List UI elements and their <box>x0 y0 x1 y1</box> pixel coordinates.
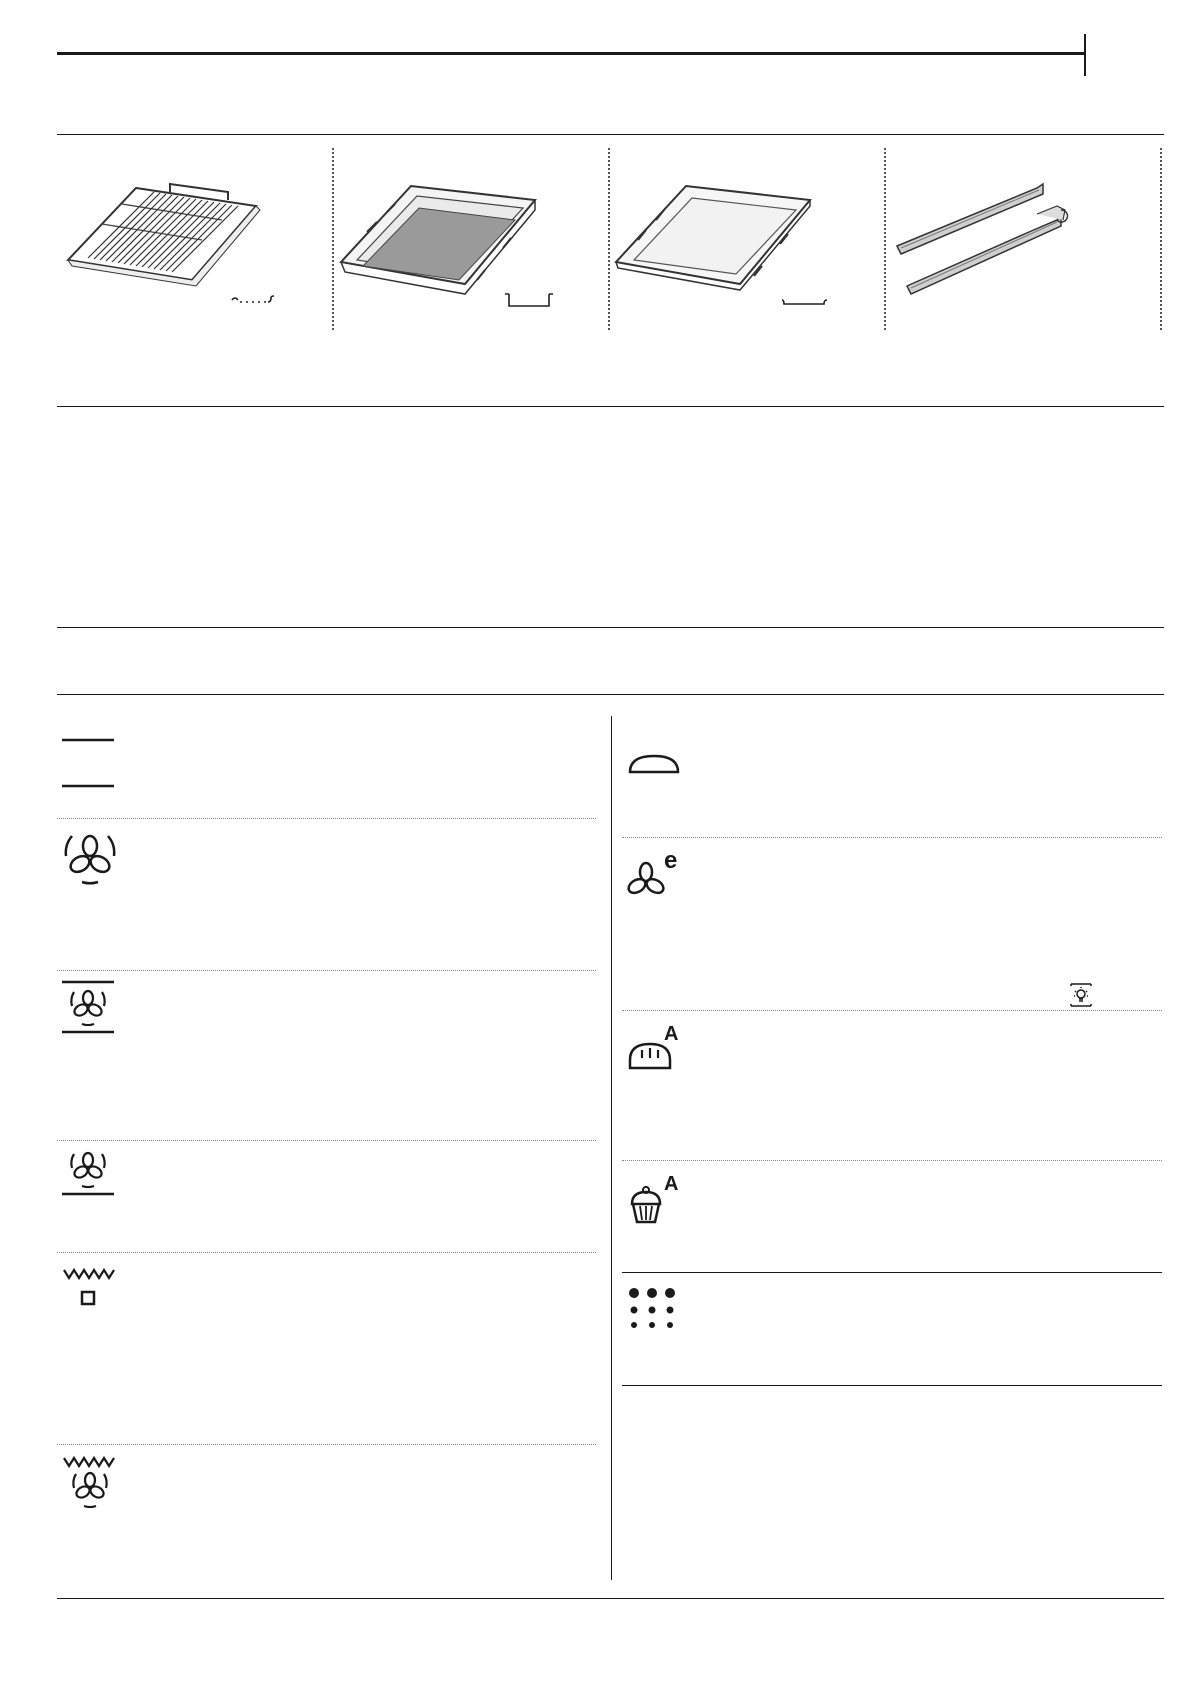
row-separator <box>57 970 596 971</box>
deep-tray-illustration <box>337 148 609 330</box>
fan-top-bottom-icon <box>60 980 116 1036</box>
row-separator <box>57 1252 596 1253</box>
wire-shelf-illustration <box>62 148 334 330</box>
grill-fan-icon <box>62 1454 118 1514</box>
fan-bottom-icon <box>60 1150 116 1206</box>
footer-rule <box>57 1598 1164 1599</box>
row-separator <box>57 818 596 819</box>
row-separator <box>622 1385 1162 1386</box>
section-rule-1 <box>57 406 1164 407</box>
dots-grid-icon <box>626 1286 678 1330</box>
lamp-icon <box>1068 982 1094 1008</box>
bottom-heat-oval-icon <box>626 752 682 776</box>
accessory-divider-1 <box>332 148 334 330</box>
accessory-baking-tray <box>612 148 884 330</box>
section-rule-2 <box>57 627 1164 628</box>
row-separator <box>622 1010 1162 1011</box>
fan-ring-icon <box>62 830 118 886</box>
header-rule <box>57 52 1085 55</box>
functions-top-rule <box>57 694 1164 695</box>
header-tick <box>1084 34 1086 76</box>
column-separator <box>611 716 612 1580</box>
top-bottom-heat-icon <box>60 734 116 790</box>
row-separator <box>622 837 1162 838</box>
grill-small-icon <box>62 1266 118 1314</box>
accessory-divider-2 <box>608 148 610 330</box>
row-separator <box>622 1160 1162 1161</box>
accessories-top-rule <box>57 134 1164 135</box>
auto-bread-superscript: A <box>664 1023 679 1045</box>
accessory-telescopic-runners <box>887 148 1159 330</box>
auto-cake-superscript: A <box>664 1173 679 1195</box>
accessory-divider-4 <box>1160 148 1162 330</box>
row-separator <box>57 1444 596 1445</box>
auto-bread-icon <box>626 1020 686 1072</box>
baking-tray-illustration <box>612 148 884 330</box>
telescopic-runners-illustration <box>887 148 1159 330</box>
accessory-wire-shelf <box>62 148 334 330</box>
accessory-divider-3 <box>884 148 886 330</box>
auto-cake-icon <box>626 1170 686 1226</box>
row-separator <box>622 1272 1162 1273</box>
row-separator <box>57 1140 596 1141</box>
eco-superscript: e <box>664 847 678 874</box>
accessory-deep-tray <box>337 148 609 330</box>
eco-fan-icon <box>626 847 686 900</box>
